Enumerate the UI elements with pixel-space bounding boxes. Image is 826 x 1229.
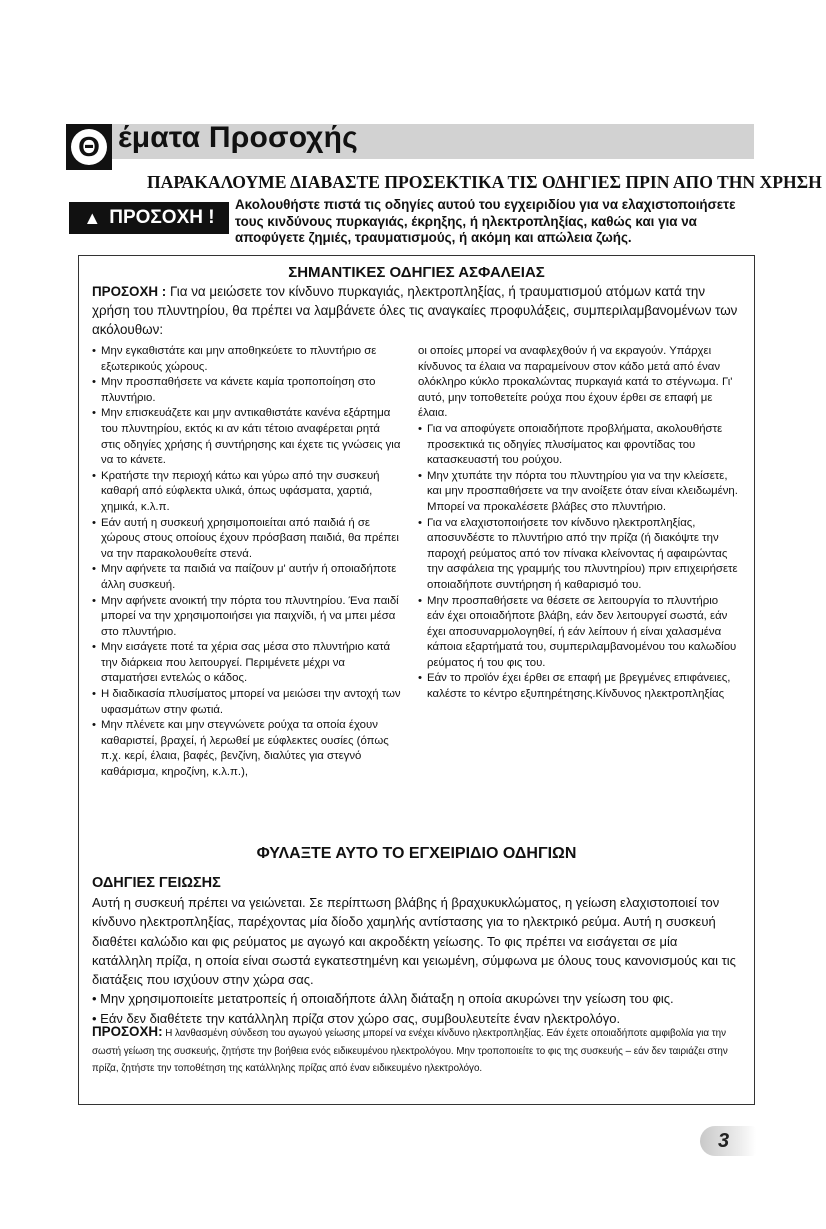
warning-badge xyxy=(69,202,229,234)
page-number-badge xyxy=(700,1126,756,1156)
caution-text: Η λανθασμένη σύνδεση του αγωγού γείωσης μπορεί να ενέχει κίνδυνο ηλεκτροπληξίας. Εάν έχετε οποιαδήποτε αμφιβολία για την σωστή γείωση της συσκευής, ζητήστε την βοήθεια ενός ειδικευμένου ηλεκτρολόγου. Μην τροποποιείτε το φις της συσκευής – εάν δεν ταιριάζει στην πρίζα, ζητήστε την τοποθέτηση της κατάλληλης πρίζας από έναν ειδικευμένο ηλεκτρολόγο. xyxy=(92,1028,728,1074)
caution-label: ΠΡΟΣΟΧΗ: xyxy=(92,1024,163,1039)
safety-list-left xyxy=(92,344,402,781)
grounding-bullet-text: Μην χρησιμοποιείτε μετατροπείς ή οποιαδήποτε άλλη διάταξη η οποία ακυρώνει την γείωση του φις. xyxy=(100,991,674,1007)
list-item: • Μην χτυπάτε την πόρτα του πλυντηρίου για να την κλείσετε, και μην προσπαθήσετε να την ανοίξετε όταν είναι κλειδωμένη. Μπορεί να προκαλέσετε βλάβες στο πλυντήριο. xyxy=(418,469,738,516)
read-instructions-note: ΠΑΡΑΚΑΛΟΥΜΕ ΔΙΑΒΑΣΤΕ ΠΡΟΣΕΚΤΙΚΑ ΤΙΣ ΟΔΗΓΙΕΣ ΠΡΙΝ ΑΠΟ ΤΗΝ ΧΡΗΣΗ xyxy=(147,172,822,192)
safety-intro xyxy=(92,282,738,339)
list-item: • Μην επισκευάζετε και μην αντικαθιστάτε κανένα εξάρτημα του πλυντηρίου, εκτός κι αν κάτι τέτοιο αναφέρεται ρητά στις οδηγίες χρήσης ή συντήρησης και έχετε τις γνώσεις για να το κάνετε. xyxy=(92,406,402,468)
list-item: • Μην πλένετε και μην στεγνώνετε ρούχα τα οποία έχουν καθαριστεί, βραχεί, ή λερωθεί με εύφλεκτες ουσίες (όπως π.χ. κερί, έλαια, βαφές, βενζίνη, διαλύτες για στεγνό καθάρισμα, κηροζίνη, κ.λ.π.), xyxy=(92,718,402,780)
safety-heading: ΣΗΜΑΝΤΙΚΕΣ ΟΔΗΓΙΕΣ ΑΣΦΑΛΕΙΑΣ xyxy=(288,264,545,281)
grounding-bullet: • Μην χρησιμοποιείτε μετατροπείς ή οποιαδήποτε άλλη διάταξη η οποία ακυρώνει την γείωση του φις. xyxy=(92,991,674,1007)
warning-label: ΠΡΟΣΟΧΗ ! xyxy=(109,207,215,228)
page-number: 3 xyxy=(718,1129,730,1152)
list-item: • Μην εισάγετε ποτέ τα χέρια σας μέσα στο πλυντήριο κατά την διάρκεια που λειτουργεί. Περιμένετε μέχρι να σταματήσει εντελώς ο κάδος. xyxy=(92,640,402,687)
section-initial: Θ xyxy=(71,129,107,165)
grounding-section xyxy=(92,893,738,1028)
list-item: • Εάν αυτή η συσκευή χρησιμοποιείται από παιδιά ή σε χώρους στους οποίους έχουν πρόσβαση παιδιά, θα πρέπει να την παρακολουθείτε στενά. xyxy=(92,516,402,563)
safety-list-right xyxy=(418,344,738,703)
warning-triangle-icon: ▲ xyxy=(83,207,102,228)
list-item: • Μην αφήνετε ανοικτή την πόρτα του πλυντηρίου. Ένα παιδί μπορεί να την χρησιμοποιήσει για παιχνίδι, ή να μπει μέσα στο πλυντήριο. xyxy=(92,594,402,641)
grounding-bullet: • Εάν δεν διαθέτετε την κατάλληλη πρίζα στον χώρο σας, συμβουλευτείτε έναν ηλεκτρολόγο. xyxy=(92,1010,621,1026)
section-initial-box xyxy=(66,124,112,170)
safety-intro-label: ΠΡΟΣΟΧΗ : xyxy=(92,284,167,299)
grounding-caution xyxy=(92,1023,740,1078)
keep-manual-heading: ΦΥΛΑΞΤΕ ΑΥΤΟ ΤΟ ΕΓΧΕΙΡΙΔΙΟ ΟΔΗΓΙΩΝ xyxy=(256,845,577,862)
list-item-continuation: οι οποίες μπορεί να αναφλεχθούν ή να εκραγούν. Υπάρχει κίνδυνος τα έλαια να παραμείνουν στον κάδο μετά από έναν ολόκληρο κύκλο προκαλώντας πυρκαγιά κατά το στέγνωμα. Γι' αυτό, μην τοποθετείτε ρούχα που έχουν έρθει σε επαφή με έλαια. xyxy=(418,345,733,420)
page-title: έματα Προσοχής xyxy=(118,121,358,154)
grounding-bullet-text: Εάν δεν διαθέτετε την κατάλληλη πρίζα στον χώρο σας, συμβουλευτείτε έναν ηλεκτρολόγο. xyxy=(100,1010,621,1026)
warning-text: Ακολουθήστε πιστά τις οδηγίες αυτού του εγχειριδίου για να ελαχιστοποιήσετε τους κινδύνους πυρκαγιάς, έκρηξης, ή ηλεκτροπληξίας, καθώς και για να αποφύγετε ζημιές, τραυματισμούς, ή ακόμη και απώλεια ζωής. xyxy=(235,197,736,245)
list-item: • Μην προσπαθήσετε να θέσετε σε λειτουργία το πλυντήριο εάν έχει οποιαδήποτε βλάβη, εάν δεν λειτουργεί σωστά, εάν έχει αποσυναρμολογηθεί, ή εάν λείπουν ή είναι χαλασμένα κάποια εξαρτήματά του, συμπεριλαμβανομένου του καλωδίου ρεύματος ή του φις του. xyxy=(418,594,738,672)
list-item: • Η διαδικασία πλυσίματος μπορεί να μειώσει την αντοχή των υφασμάτων στην φωτιά. xyxy=(92,687,402,718)
list-item: • Μην προσπαθήσετε να κάνετε καμία τροποποίηση στο πλυντήριο. xyxy=(92,375,402,406)
list-item: • Για να ελαχιστοποιήσετε τον κίνδυνο ηλεκτροπληξίας, αποσυνδέστε το πλυντήριο από την πρίζα (ή διακόψτε την παροχή ρεύματος από τον πίνακα κλείνοντας ή αφαιρώντας την ασφάλεια της γραμμής του πλυντηρίου) πριν επιχειρήσετε οποιαδήποτε συντήρηση ή καθαρισμό του. xyxy=(418,516,738,594)
grounding-title: ΟΔΗΓΙΕΣ ΓΕΙΩΣΗΣ xyxy=(92,875,221,891)
list-item: • Μην αφήνετε τα παιδιά να παίζουν μ' αυτήν ή οποιαδήποτε άλλη συσκευή. xyxy=(92,562,402,593)
list-item: • Για να αποφύγετε οποιαδήποτε προβλήματα, ακολουθήστε προσεκτικά τις οδηγίες πλυσίματος και φροντίδας του κατασκευαστή του ρούχου. xyxy=(418,422,738,469)
safety-intro-text: Για να μειώσετε τον κίνδυνο πυρκαγιάς, ηλεκτροπληξίας, ή τραυματισμού ατόμων κατά την χρήση του πλυντηρίου, θα πρέπει να λαμβάνετε όλες τις αναγκαίες προφυλάξεις, συμπεριλαμβανομένων των ακόλουθων: xyxy=(92,284,738,337)
list-item: • Εάν το προϊόν έχει έρθει σε επαφή με βρεγμένες επιφάνειες, καλέστε το κέντρο εξυπηρέτησης.Κίνδυνος ηλεκτροπληξίας xyxy=(418,671,738,702)
list-item: • Κρατήστε την περιοχή κάτω και γύρω από την συσκευή καθαρή από εύφλεκτα υλικά, όπως υφάσματα, χαρτιά, χημικά, κ.λ.π. xyxy=(92,469,402,516)
grounding-body: Αυτή η συσκευή πρέπει να γειώνεται. Σε περίπτωση βλάβης ή βραχυκυκλώματος, η γείωση ελαχιστοποιεί τον κίνδυνο ηλεκτροπληξίας, παρέχοντας μία δίοδο χαμηλής αντίστασης για το ηλεκτρικό ρεύμα. Αυτή η συσκευή διαθέτει καλώδιο και φις ρεύματος με αγωγό και ακροδέκτη γείωσης. Το φις πρέπει να εισάγεται σε μία κατάλληλη πρίζα, η οποία είναι σωστά εγκατεστημένη και γειωμένη, σύμφωνα με όλους τους κανονισμούς και τις διατάξεις που ισχύουν στην χώρα σας. xyxy=(92,895,736,988)
list-item: • Μην εγκαθιστάτε και μην αποθηκεύετε το πλυντήριο σε εξωτερικούς χώρους. xyxy=(92,344,402,375)
